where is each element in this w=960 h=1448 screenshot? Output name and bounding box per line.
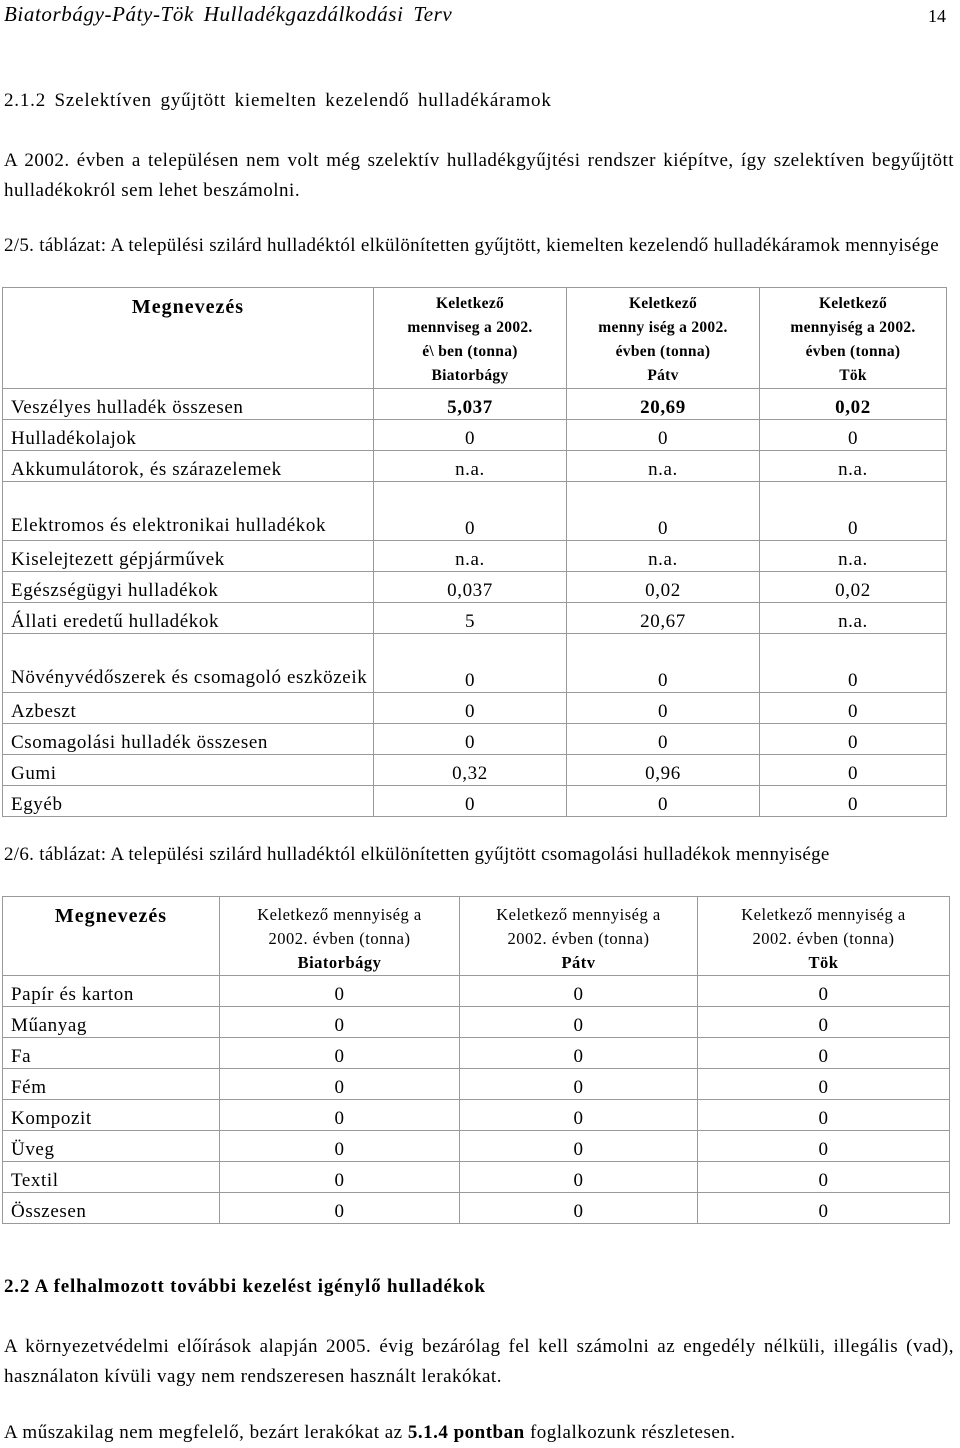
row-label: Üveg — [3, 1131, 220, 1162]
value-tok: 0 — [698, 1162, 950, 1193]
value-biatorbagy: 0 — [374, 693, 567, 724]
table-row — [3, 976, 950, 1007]
value-tok: 0 — [760, 724, 947, 755]
value-tok: 0,02 — [760, 572, 947, 603]
hazardous-waste-table — [2, 287, 947, 817]
value-biatorbagy: 0,32 — [374, 755, 567, 786]
table-row — [3, 786, 947, 817]
header-title: Biatorbágy-Páty-Tök Hulladékgazdálkodási Terv — [4, 2, 453, 26]
value-biatorbagy: 0 — [220, 1100, 460, 1131]
section-heading-2: 2.2 A felhalmozott további kezelést igénylő hulladékok — [4, 1276, 486, 1297]
row-label: Azbeszt — [3, 693, 374, 724]
value-biatorbagy: 0 — [220, 1069, 460, 1100]
header-name-cell — [3, 897, 220, 976]
packaging-waste-table — [2, 896, 950, 1224]
value-biatorbagy: 0 — [220, 1131, 460, 1162]
value-paty: 0,96 — [567, 755, 760, 786]
header-biatorbagy — [374, 288, 567, 389]
table2-caption-prefix: 2/6. táblázat: — [4, 844, 111, 865]
header-line: Pátv — [561, 953, 596, 972]
header-line: Tök — [808, 953, 839, 972]
value-paty: 0 — [460, 1069, 698, 1100]
value-biatorbagy: n.a. — [374, 541, 567, 572]
value-biatorbagy: 0 — [220, 1038, 460, 1069]
header-line: Pátv — [647, 367, 679, 384]
table-header-row — [3, 897, 950, 976]
header-line: Keletkező mennyiség a — [496, 905, 661, 924]
table-row — [3, 693, 947, 724]
header-line: évben (tonna) — [805, 343, 901, 360]
header-line: Keletkező — [435, 295, 505, 312]
value-tok: 0 — [760, 482, 947, 541]
closing-text-start: A műszakilag nem megfelelő, bezárt lerakókat az — [4, 1422, 408, 1443]
value-biatorbagy: 0 — [374, 634, 567, 693]
header-line: Biatorbágy — [431, 367, 509, 384]
header-line: Biatorbágy — [297, 953, 382, 972]
value-tok: 0 — [698, 1100, 950, 1131]
row-label: Gumi — [3, 755, 374, 786]
value-tok: 0 — [698, 1131, 950, 1162]
header-name-cell — [3, 288, 374, 389]
section-reference: 5.1.4 pontban — [407, 1422, 525, 1443]
row-label: Akkumulátorok, és szárazelemek — [3, 451, 374, 482]
value-biatorbagy: 5,037 — [374, 389, 567, 420]
row-label: Veszélyes hulladék összesen — [3, 389, 374, 420]
header-paty — [567, 288, 760, 389]
table-row — [3, 420, 947, 451]
row-label: Fa — [3, 1038, 220, 1069]
value-tok: 0 — [698, 1007, 950, 1038]
value-biatorbagy: 5 — [374, 603, 567, 634]
table2-caption-text: A települési szilárd hulladéktól elkülönítetten gyűjtött csomagolási hulladékok mennyisége — [110, 844, 830, 865]
header-tok — [760, 288, 947, 389]
header-line: mennviseg a 2002. — [407, 319, 533, 336]
value-tok: n.a. — [760, 541, 947, 572]
header-line: Keletkező mennyiség a — [257, 905, 422, 924]
header-name: Megnevezés — [131, 296, 245, 318]
value-paty: 0 — [460, 976, 698, 1007]
table-row — [3, 451, 947, 482]
table-row — [3, 603, 947, 634]
row-label: Összesen — [3, 1193, 220, 1224]
value-tok: 0,02 — [760, 389, 947, 420]
page-number: 14 — [928, 6, 946, 26]
row-label: Csomagolási hulladék összesen — [3, 724, 374, 755]
value-tok: 0 — [760, 634, 947, 693]
table1-caption-prefix: 2/5. táblázat: — [4, 235, 111, 256]
section-heading: 2.1.2 Szelektíven gyűjtött kiemelten kezelendő hulladékáramok — [4, 90, 552, 111]
value-tok: n.a. — [760, 451, 947, 482]
header-line: Keletkező — [818, 295, 888, 312]
value-paty: 0 — [460, 1100, 698, 1131]
header-line: Tök — [839, 367, 867, 384]
header-biatorbagy — [220, 897, 460, 976]
value-biatorbagy: 0 — [220, 976, 460, 1007]
table-row — [3, 1038, 950, 1069]
value-paty: n.a. — [567, 541, 760, 572]
value-tok: 0 — [698, 1069, 950, 1100]
row-label: Műanyag — [3, 1007, 220, 1038]
table-row — [3, 541, 947, 572]
row-label: Állati eredetű hulladékok — [3, 603, 374, 634]
header-paty — [460, 897, 698, 976]
table1-caption-text: A települési szilárd hulladéktól elkülönítetten gyűjtött, kiemelten kezelendő hulladékáramok mennyisége — [110, 235, 939, 256]
row-label: Egészségügyi hulladékok — [3, 572, 374, 603]
value-paty: 20,67 — [567, 603, 760, 634]
value-biatorbagy: n.a. — [374, 451, 567, 482]
value-paty: 0 — [460, 1162, 698, 1193]
value-biatorbagy: 0 — [374, 420, 567, 451]
value-biatorbagy: 0 — [374, 786, 567, 817]
header-line: 2002. évben (tonna) — [752, 929, 895, 948]
value-paty: 0 — [460, 1007, 698, 1038]
header-line: évben (tonna) — [615, 343, 711, 360]
table-header-row — [3, 288, 947, 389]
header-line: é\ ben (tonna) — [422, 343, 518, 360]
row-label: Egyéb — [3, 786, 374, 817]
table-row — [3, 1100, 950, 1131]
value-tok: 0 — [760, 786, 947, 817]
value-tok: 0 — [698, 1038, 950, 1069]
table2-caption — [4, 841, 954, 869]
row-label: Elektromos és elektronikai hulladékok — [3, 482, 374, 541]
header-line: Keletkező — [628, 295, 698, 312]
value-paty: 0 — [567, 482, 760, 541]
table-row — [3, 755, 947, 786]
header-line: 2002. évben (tonna) — [507, 929, 650, 948]
table-row — [3, 1131, 950, 1162]
body-paragraph: A környezetvédelmi előírások alapján 2005. évig bezárólag fel kell számolni az engedély nélküli, illegális (vad), használaton kívüli vagy nem rendszeresen használt lerakókat. — [4, 1336, 954, 1387]
closing-text-end: foglalkozunk részletesen. — [524, 1422, 736, 1443]
value-tok: 0 — [760, 755, 947, 786]
value-paty: 0 — [567, 786, 760, 817]
table1-caption — [4, 232, 954, 260]
value-tok: 0 — [698, 976, 950, 1007]
table-row — [3, 1069, 950, 1100]
value-paty: 0 — [567, 420, 760, 451]
header-tok — [698, 897, 950, 976]
row-label: Textil — [3, 1162, 220, 1193]
value-tok: 0 — [760, 420, 947, 451]
value-paty: 0 — [460, 1038, 698, 1069]
table-row — [3, 1193, 950, 1224]
value-paty: 20,69 — [567, 389, 760, 420]
value-tok: n.a. — [760, 603, 947, 634]
value-paty: 0 — [460, 1131, 698, 1162]
header-line: mennyiség a 2002. — [790, 319, 916, 336]
value-biatorbagy: 0 — [374, 724, 567, 755]
value-tok: 0 — [760, 693, 947, 724]
row-label: Kompozit — [3, 1100, 220, 1131]
intro-paragraph: A 2002. évben a településen nem volt még szelektív hulladékgyűjtési rendszer kiépítve, így szelektíven begyűjtött hulladékokról sem lehet beszámolni. — [4, 150, 954, 201]
table-row — [3, 572, 947, 603]
value-biatorbagy: 0 — [374, 482, 567, 541]
value-paty: 0 — [567, 634, 760, 693]
header-name: Megnevezés — [54, 905, 168, 927]
value-biatorbagy: 0 — [220, 1007, 460, 1038]
row-label: Kiselejtezett gépjárművek — [3, 541, 374, 572]
row-label: Papír és karton — [3, 976, 220, 1007]
table-row — [3, 389, 947, 420]
value-biatorbagy: 0 — [220, 1162, 460, 1193]
value-biatorbagy: 0 — [220, 1193, 460, 1224]
header-line: menny iség a 2002. — [598, 319, 728, 336]
table-row — [3, 724, 947, 755]
row-label: Növényvédőszerek és csomagoló eszközeik — [3, 634, 374, 693]
table-row — [3, 1162, 950, 1193]
table-row — [3, 482, 947, 541]
value-paty: 0,02 — [567, 572, 760, 603]
value-paty: 0 — [567, 724, 760, 755]
row-label: Hulladékolajok — [3, 420, 374, 451]
value-paty: n.a. — [567, 451, 760, 482]
header-line: 2002. évben (tonna) — [268, 929, 411, 948]
header-line: Keletkező mennyiség a — [741, 905, 906, 924]
value-biatorbagy: 0,037 — [374, 572, 567, 603]
table-row — [3, 634, 947, 693]
value-paty: 0 — [460, 1193, 698, 1224]
value-paty: 0 — [567, 693, 760, 724]
row-label: Fém — [3, 1069, 220, 1100]
value-tok: 0 — [698, 1193, 950, 1224]
table-row — [3, 1007, 950, 1038]
